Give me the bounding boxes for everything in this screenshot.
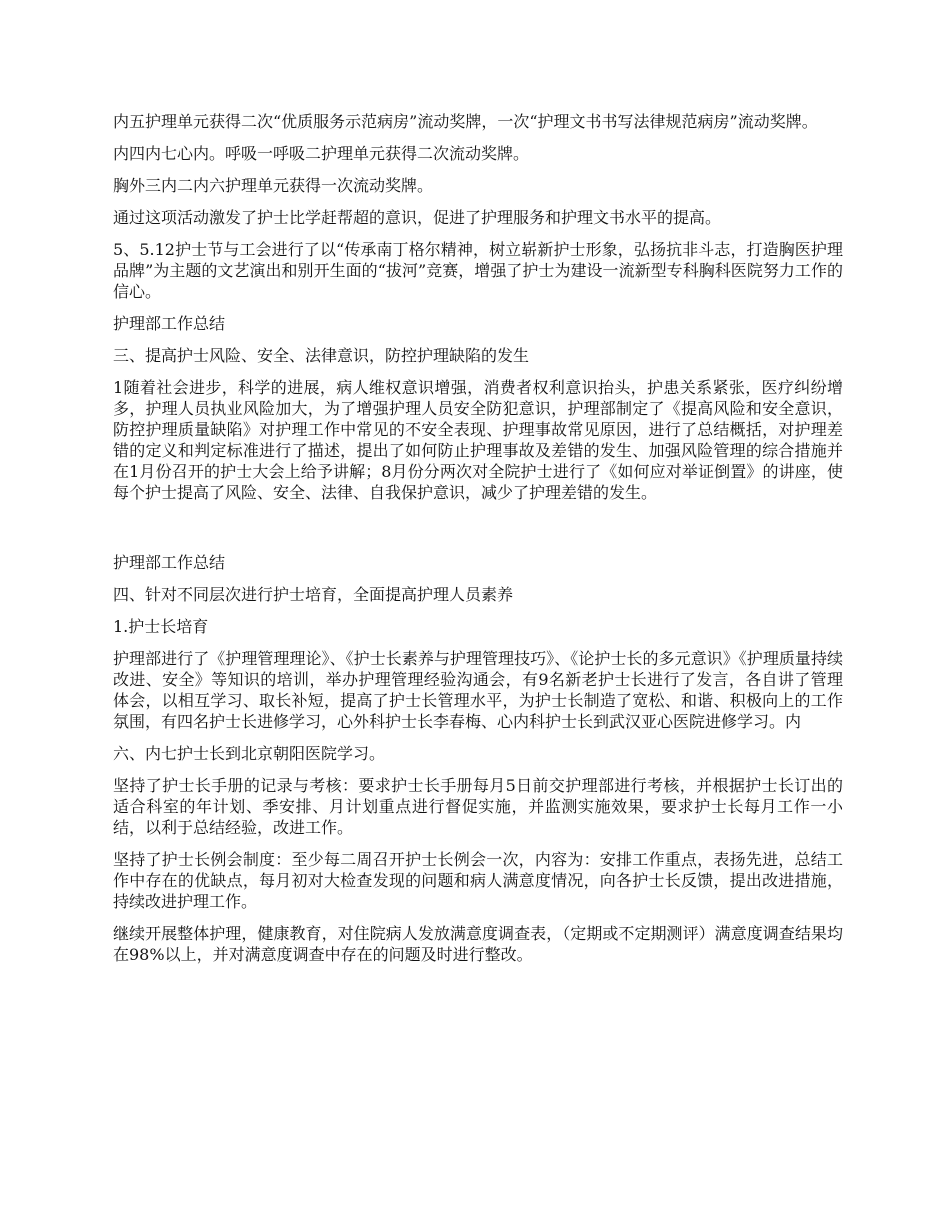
paragraph-award-internal-five: 内五护理单元获得二次“优质服务示范病房”流动奖牌，一次“护理文书书写法律规范病房”流动奖牌。 xyxy=(113,112,818,131)
paragraph-handbook-assessment: 坚持了护士长手册的记录与考核：要求护士长手册每月5日前交护理部进行考核，并根据护士长订出的适合科室的年计划、季安排、月计划重点进行督促实施，并监测实施效果，要求护士长每月工作一小结，以利于总结经验，改进工作。 xyxy=(113,776,843,837)
paragraph-beijing-study: 六、内七护士长到北京朝阳医院学习。 xyxy=(113,744,386,763)
paragraph-award-thoracic: 胸外三内二内六护理单元获得一次流动奖牌。 xyxy=(113,176,434,195)
paragraph-activity-effect: 通过这项活动激发了护士比学赶帮超的意识，促进了护理服务和护理文书水平的提高。 xyxy=(113,208,722,227)
paragraph-nurses-day: 5、5.12护士节与工会进行了以“传承南丁格尔精神，树立崭新护士形象，弘扬抗非斗志，打造胸医护理品牌”为主题的文艺演出和别开生面的“拔河”竞赛，增强了护士为建设一流新型专科胸科医院努力工作的信心。 xyxy=(113,240,843,301)
paragraph-training-content: 护理部进行了《护理管理理论》、《护士长素养与护理管理技巧》、《论护士长的多元意识》《护理质量持续改进、安全》等知识的培训，举办护理管理经验沟通会，有9名新老护士长进行了发言，各自讲了管理体会，以相互学习、取长补短，提高了护士长管理水平，为护士长制造了宽松、和谐、积极向上的工作氛围，有四名护士长进修学习，心外科护士长李春梅、心内科护士长到武汉亚心医院进修学习。内 xyxy=(113,649,843,731)
section-heading-three: 三、提高护士风险、安全、法律意识，防控护理缺陷的发生 xyxy=(113,346,530,365)
section-title-summary-1: 护理部工作总结 xyxy=(113,314,226,333)
paragraph-holistic-care: 继续开展整体护理，健康教育，对住院病人发放满意度调查表，（定期或不定期测评）满意度调查结果均在98%以上，并对满意度调查中存在的问题及时进行整改。 xyxy=(113,924,843,964)
paragraph-risk-awareness: 1随着社会进步，科学的进展，病人维权意识增强，消费者权利意识抬头，护患关系紧张，医疗纠纷增多，护理人员执业风险加大，为了增强护理人员安全防犯意识，护理部制定了《提高风险和安全意识，防控护理质量缺陷》对护理工作中常见的不安全表现、护理事故常见原因，进行了总结概括，对护理差错的定义和判定标准进行了描述，提出了如何防止护理事故及差错的发生、加强风险管理的综合措施并在1月份召开的护士大会上给予讲解；8月份分两次对全院护士进行了《如何应对举证倒置》的讲座，使每个护士提高了风险、安全、法律、自我保护意识，减少了护理差错的发生。 xyxy=(113,378,843,502)
document-body xyxy=(113,111,843,976)
section-gap xyxy=(113,514,843,552)
section-title-summary-2: 护理部工作总结 xyxy=(113,553,226,572)
section-heading-four: 四、针对不同层次进行护士培育，全面提高护理人员素养 xyxy=(113,585,514,604)
paragraph-regular-meeting: 坚持了护士长例会制度：至少每二周召开护士长例会一次，内容为：安排工作重点，表扬先进，总结工作中存在的优缺点，每月初对大检查发现的问题和病人满意度情况，向各护士长反馈，提出改进措施，持续改进护理工作。 xyxy=(113,850,843,911)
subheading-head-nurse-training: 1.护士长培育 xyxy=(113,617,209,636)
paragraph-award-internal-four: 内四内七心内。呼吸一呼吸二护理单元获得二次流动奖牌。 xyxy=(113,144,530,163)
